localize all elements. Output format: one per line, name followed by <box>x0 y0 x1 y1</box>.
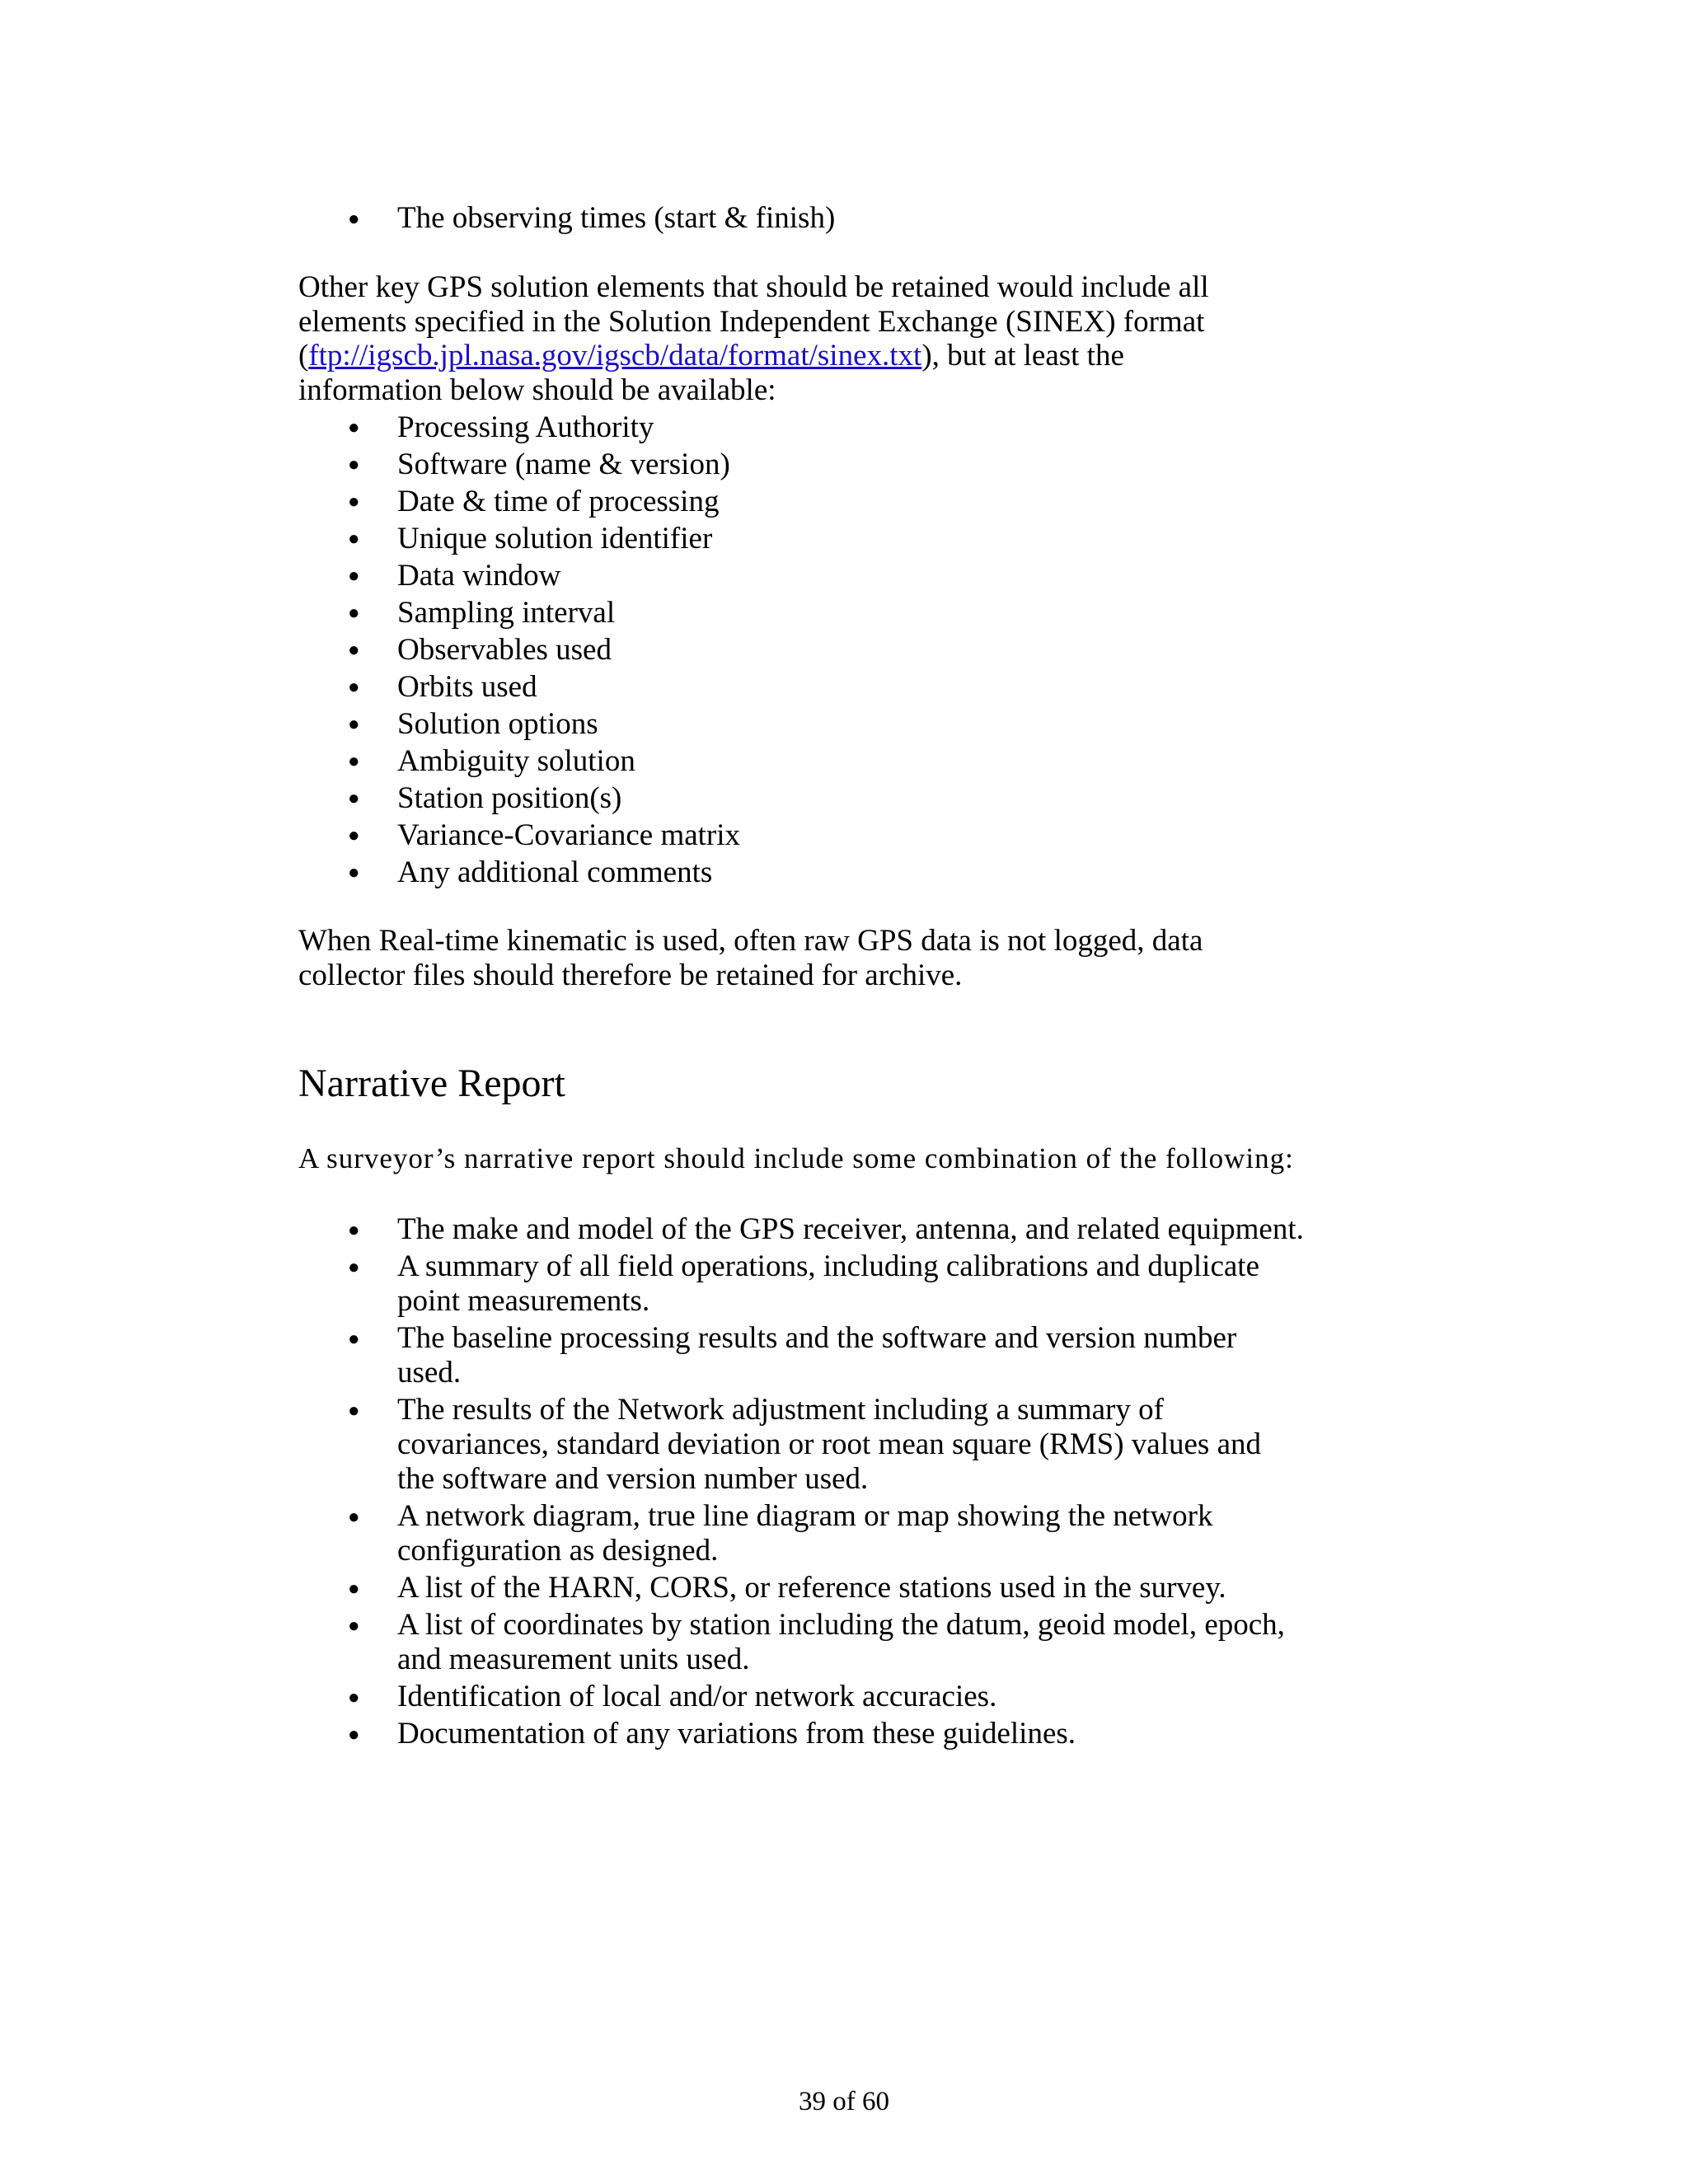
list-item <box>298 854 1436 891</box>
list-item <box>298 594 1436 631</box>
list-item-text: Unique solution identifier <box>397 522 713 555</box>
list-item-text: Station position(s) <box>397 781 622 815</box>
top-bullet-list <box>298 201 1436 236</box>
bullet-icon: ● <box>348 565 360 587</box>
list-item-text: and measurement units used. <box>397 1643 750 1676</box>
list-item-text: Software (name & version) <box>397 448 730 481</box>
list-item-text: used. <box>397 1356 462 1390</box>
bullet-icon: ● <box>348 1578 360 1600</box>
list-item-text: Observables used <box>397 633 612 667</box>
page-number: 39 <box>799 2087 826 2116</box>
bullet-icon: ● <box>348 751 360 772</box>
list-item <box>298 557 1436 594</box>
list-item-text: Variance-Covariance matrix <box>397 818 741 852</box>
list-item <box>298 1393 1436 1497</box>
narrative-bullet-list-block <box>298 1212 1436 1754</box>
page-of-label: of <box>832 2087 856 2116</box>
list-item-text: Documentation of any variations from these guidelines. <box>397 1717 1076 1750</box>
list-item <box>298 1499 1436 1568</box>
bullet-icon: ● <box>348 1400 360 1422</box>
retained-elements-paragraph <box>298 270 1436 407</box>
rtk-paragraph <box>298 924 1436 992</box>
narrative-bullet-list <box>298 1212 1436 1751</box>
info-bullet-list <box>298 409 1436 891</box>
list-item <box>298 705 1436 743</box>
paragraph-line: When Real-time kinematic is used, often raw GPS data is not logged, data <box>298 924 1203 958</box>
section-heading-block <box>298 1061 1436 1107</box>
list-item <box>298 201 1436 236</box>
sinex-format-link[interactable]: ftp://igscb.jpl.nasa.gov/igscb/data/format/sinex.txt <box>308 339 922 373</box>
page-footer <box>0 2085 1688 2118</box>
paragraph-line-open-paren: ( <box>298 339 309 373</box>
list-item-text: A network diagram, true line diagram or map showing the network <box>397 1499 1213 1533</box>
list-item-text: A list of coordinates by station including the datum, geoid model, epoch, <box>397 1608 1285 1642</box>
list-item-text: Orbits used <box>397 670 537 704</box>
narrative-intro-block <box>298 1141 1436 1176</box>
bullet-icon: ● <box>348 825 360 846</box>
list-item-text: A list of the HARN, CORS, or reference stations used in the survey. <box>397 1571 1226 1605</box>
list-item <box>298 409 1436 446</box>
list-item <box>298 1571 1436 1605</box>
bullet-icon: ● <box>348 1329 360 1350</box>
list-item-text: Solution options <box>397 707 598 741</box>
rtk-paragraph-block <box>298 924 1436 992</box>
list-item-text: Ambiguity solution <box>397 744 635 778</box>
bullet-icon: ● <box>348 1615 360 1637</box>
list-item-text: the software and version number used. <box>397 1462 869 1496</box>
bullet-icon: ● <box>348 602 360 624</box>
retained-elements-paragraph-block <box>298 270 1436 407</box>
bullet-icon: ● <box>348 491 360 513</box>
list-item <box>298 817 1436 854</box>
total-pages: 60 <box>862 2087 889 2116</box>
bullet-icon: ● <box>348 417 360 438</box>
bullet-icon: ● <box>348 677 360 698</box>
paragraph-line: elements specified in the Solution Independent Exchange (SINEX) format <box>298 304 1205 339</box>
list-item <box>298 743 1436 780</box>
paragraph-line: information below should be available: <box>298 373 776 407</box>
bullet-icon: ● <box>348 454 360 476</box>
bullet-icon: ● <box>348 1687 360 1708</box>
section-heading: Narrative Report <box>298 1062 565 1105</box>
paragraph-line: collector files should therefore be retained for archive. <box>298 958 963 992</box>
bullet-icon: ● <box>348 640 360 661</box>
bullet-icon: ● <box>348 528 360 550</box>
list-item-text: Sampling interval <box>397 596 616 630</box>
bullet-icon: ● <box>348 1257 360 1278</box>
narrative-intro: A surveyor’s narrative report should include some combination of the following: <box>298 1142 1294 1174</box>
list-item <box>298 1717 1436 1751</box>
list-item <box>298 1608 1436 1677</box>
bullet-icon: ● <box>348 788 360 809</box>
list-item-text: covariances, standard deviation or root mean square (RMS) values and <box>397 1427 1261 1461</box>
list-item-text: Identification of local and/or network accuracies. <box>397 1680 997 1713</box>
list-item <box>298 520 1436 557</box>
list-item-text: point measurements. <box>397 1284 650 1318</box>
list-item <box>298 446 1436 483</box>
list-item <box>298 1680 1436 1714</box>
list-item <box>298 1249 1436 1319</box>
list-item <box>298 483 1436 520</box>
list-item-text: configuration as designed. <box>397 1534 719 1568</box>
list-item <box>298 1212 1436 1247</box>
list-item-text: The make and model of the GPS receiver, antenna, and related equipment. <box>397 1212 1304 1246</box>
bullet-icon: ● <box>348 1507 360 1528</box>
list-item <box>298 780 1436 817</box>
paragraph-line: Other key GPS solution elements that should be retained would include all <box>298 270 1209 304</box>
list-item-text: The results of the Network adjustment including a summary of <box>397 1393 1164 1427</box>
list-item-text: The observing times (start & finish) <box>397 201 836 235</box>
paragraph-line-close: ), but at least the <box>921 339 1124 373</box>
list-item-text: A summary of all field operations, including calibrations and duplicate <box>397 1249 1260 1283</box>
list-item <box>298 1321 1436 1390</box>
bullet-icon: ● <box>348 1220 360 1241</box>
bullet-icon: ● <box>348 862 360 883</box>
list-item-text: The baseline processing results and the software and version number <box>397 1321 1237 1355</box>
list-item-text: Any additional comments <box>397 855 713 889</box>
bullet-icon: ● <box>348 714 360 735</box>
bullet-icon: ● <box>348 209 360 230</box>
list-item <box>298 668 1436 705</box>
list-item <box>298 631 1436 668</box>
list-item-text: Processing Authority <box>397 410 654 444</box>
list-item-text: Data window <box>397 559 561 593</box>
top-bullet-list-block <box>298 201 1436 236</box>
list-item-text: Date & time of processing <box>397 485 720 518</box>
info-bullet-list-block <box>298 409 1436 891</box>
bullet-icon: ● <box>348 1724 360 1746</box>
